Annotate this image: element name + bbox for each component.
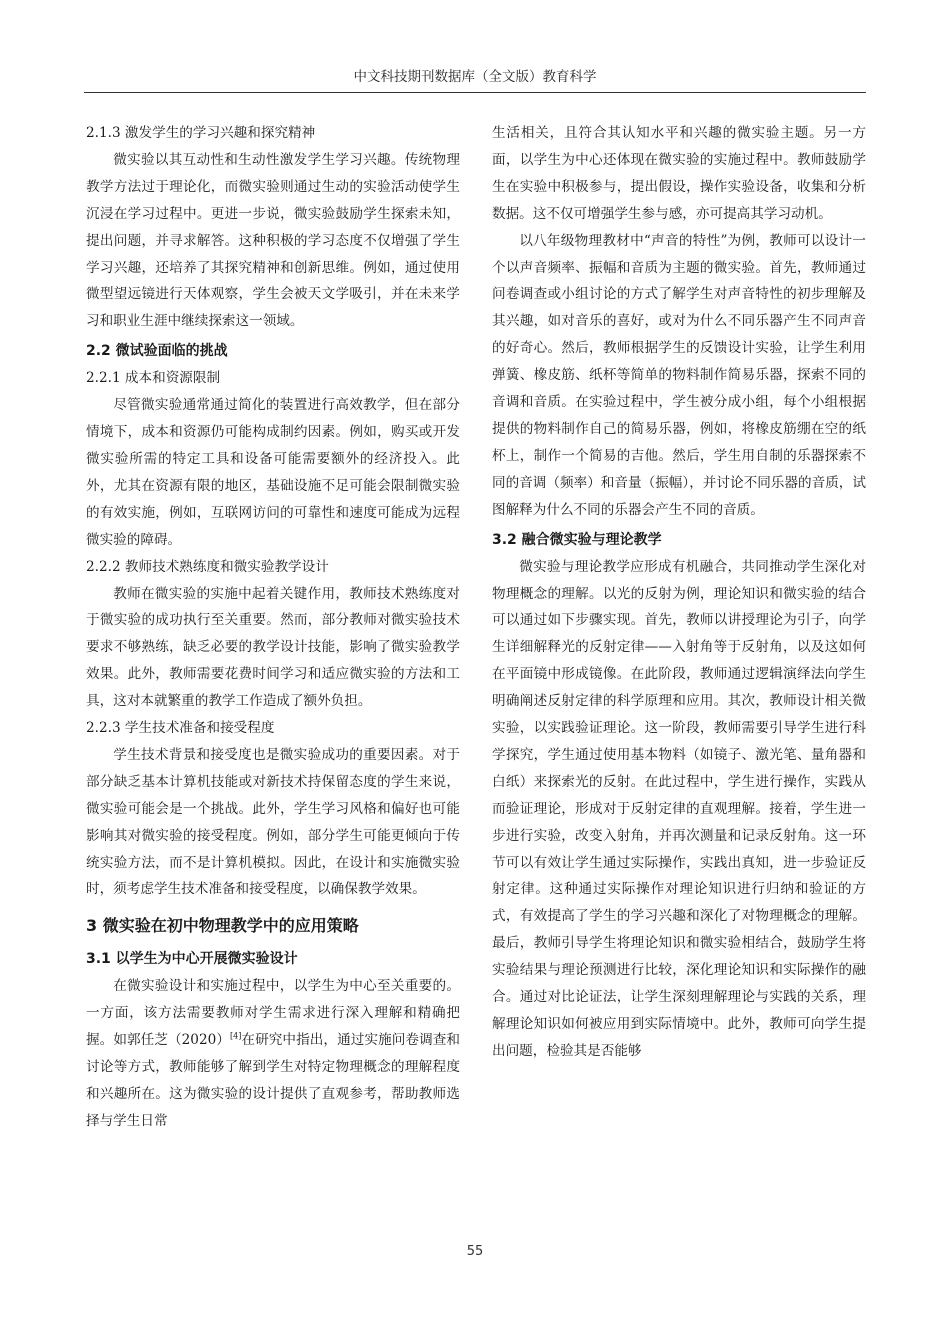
left-column xyxy=(86,120,460,1135)
paragraph-3-2: 微实验与理论教学应形成有机融合，共同推动学生深化对物理概念的理解。以光的反射为例，理论知识和微实验的结合可以通过如下步骤实现。首先，教师以讲授理论为引子，向学生详细解释光的反射定律——入射角等于反射角，以及这如何在平面镜中形成镜像。在此阶段，教师通过逻辑演绎法向学生明确阐述反射定律的科学原理和应用。其次，教师设计相关微实验，以实践验证理论。这一阶段，教师需要引导学生进行科学探究，学生通过使用基本物料（如镜子、激光笔、量角器和白纸）来探索光的反射。在此过程中，学生进行操作，实践从而验证理论，形成对于反射定律的直观理解。接着，学生进一步进行实验，改变入射角，并再次测量和记录反射角。这一环节可以有效让学生通过实际操作，实践出真知，进一步验证反射定律。这种通过实际操作对理论知识进行归纳和验证的方式，有效提高了学生的学习兴趣和深化了对物理概念的理解。最后，教师引导学生将理论知识和微实验相结合，鼓励学生将实验结果与理论预测进行比较，深化理论知识和实际操作的融合。通过对比论证法，让学生深刻理解理论与实践的关系，理解理论知识如何被应用到实际情境中。此外，教师可向学生提出问题，检验其是否能够 xyxy=(492,558,866,1059)
heading-3-1: 3.1 以学生为中心开展微实验设计 xyxy=(86,951,298,968)
page-number: 55 xyxy=(466,1244,484,1259)
heading-2-2-3: 2.2.3 学生技术准备和接受程度 xyxy=(86,720,275,737)
paragraph-2-2-3: 学生技术背景和接受度也是微实验成功的重要因素。对于部分缺乏基本计算机技能或对新技术持保留态度的学生来说，微实验可能会是一个挑战。此外，学生学习风格和偏好也可能影响其对微实验的接受程度。例如，部分学生可能更倾向于传统实验方法，而不是计算机模拟。因此，在设计和实施微实验时，须考虑学生技术准备和接受程度，以确保教学效果。 xyxy=(86,746,460,898)
heading-2-2-1: 2.2.1 成本和资源限制 xyxy=(86,370,221,387)
right-column xyxy=(492,120,866,1065)
paragraph-2-2-1: 尽管微实验通常通过简化的装置进行高效教学，但在部分情境下，成本和资源仍可能构成制约因素。例如，购买或开发微实验所需的特定工具和设备可能需要额外的经济投入。此外，尤其在资源有限的地区，基础设施不足可能会限制微实验的有效实施，例如，互联网访问的可靠性和速度可能成为远程微实验的障碍。 xyxy=(86,397,460,548)
heading-2-1-3: 2.1.3 激发学生的学习兴趣和探究精神 xyxy=(86,125,316,141)
paragraph-3-1-continued: 生活相关，且符合其认知水平和兴趣的微实验主题。另一方面，以学生为中心还体现在微实验的实施过程中。教师鼓励学生在实验中积极参与，提出假设，操作实验设备，收集和分析数据。这不仅可增强学生参与感，亦可提高其学习动机。 xyxy=(492,125,866,222)
paragraph-2-1-3: 微实验以其互动性和生动性激发学生学习兴趣。传统物理教学方法过于理论化，而微实验则通过生动的实验活动使学生沉浸在学习过程中。更进一步说，微实验鼓励学生探索未知，提出问题，并寻求解答。这种积极的学习态度不仅增强了学生学习兴趣，还培养了其探究精神和创新思维。例如，通过使用微型望远镜进行天体观察，学生会被天文学吸引，并在未来学习和职业生涯中继续探索这一领域。 xyxy=(86,151,460,330)
paragraph-3-1-part-b: 在研究中指出，通过实施问卷调查和讨论等方式，教师能够了解到学生对特定物理概念的理解程度和兴趣所在。这为微实验的设计提供了直观参考，帮助教师选择与学生日常 xyxy=(86,1032,460,1129)
heading-3: 3 微实验在初中物理教学中的应用策略 xyxy=(86,916,359,936)
citation-ref: [4] xyxy=(230,1031,242,1041)
journal-header xyxy=(84,66,866,93)
heading-2-2: 2.2 微试验面临的挑战 xyxy=(86,343,228,360)
heading-3-2: 3.2 融合微实验与理论教学 xyxy=(492,531,662,548)
paragraph-2-2-2: 教师在微实验的实施中起着关键作用，教师技术熟练度对于微实验的成功执行至关重要。然而，部分教师对微实验技术要求不够熟练，缺乏必要的教学设计技能，影响了微实验教学效果。此外，教师需要花费时间学习和适应微实验的方法和工具，这对本就繁重的教学工作造成了额外负担。 xyxy=(86,585,460,710)
journal-title: 中文科技期刊数据库（全文版）教育科学 xyxy=(353,69,597,85)
heading-2-2-2: 2.2.2 教师技术熟练度和微实验教学设计 xyxy=(86,558,329,575)
paragraph-sound-example: 以八年级物理教材中“声音的特性”为例，教师可以设计一个以声音频率、振幅和音质为主题的微实验。首先，教师通过问卷调查或小组讨论的方式了解学生对声音特性的初步理解及其兴趣，如对音乐的喜好，或对为什么不同乐器产生不同声音的好奇心。然后，教师根据学生的反馈设计实验，让学生利用弹簧、橡皮筋、纸杯等简单的物料制作简易乐器，探索不同的音调和音质。在实验过程中，学生被分成小组，每个小组根据提供的物料制作自己的简易乐器，例如，将橡皮筋绷在空的纸杯上，制作一个简易的吉他。然后，学生用自制的乐器探索不同的音调（频率）和音量（振幅），并讨论不同乐器的音质，试图解释为什么不同的乐器会产生不同的音质。 xyxy=(492,232,866,518)
paragraph-3-1-part-a: 在微实验设计和实施过程中，以学生为中心至关重要的。一方面，该方法需要教师对学生需求进行深入理解和精确把握。如郭任芝（2020） xyxy=(86,978,460,1049)
paragraph-3-1 xyxy=(86,973,460,1134)
